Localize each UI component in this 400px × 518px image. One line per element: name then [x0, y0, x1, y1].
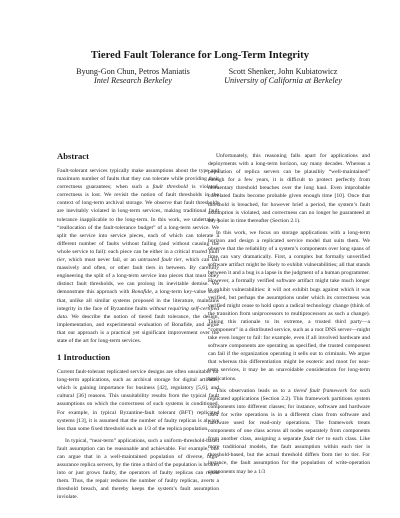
- emphasis-text: Bonafide: [131, 289, 152, 296]
- text-run: is violated, correctness is lost. We revisit the notion of fault thresholds in the context of long-term archival storage. We observe that fault thresholds are inevitably violated in long-term services, making traditional fault tolerance inapplicable to the long-term. In this work, we undertake a “reallocation of the fault-tolerance budget” of a long-term service. We split the service into service pieces, each of which can tolerate a different number of faults without failing (and without causing the whole service to fail): each piece can be either in a critical: [57, 184, 219, 255]
- body-paragraph: [208, 387, 370, 476]
- text-run: , which can fail massively and often, or other fault tiers in between. By carefully engineering the split of a long-term service into pieces that must obey distinct fault thresholds, we can prolong its inevitable demise. We demonstrate this approach with: [57, 257, 220, 296]
- right-column: [208, 152, 370, 480]
- emphasis-text: tiered fault framework: [293, 387, 348, 394]
- body-paragraph: [208, 152, 370, 225]
- text-run: Current fault-tolerant replicated service designs are often unsuitable for long-term applications, such as archival storage for digital artifacts, which is gaining importance for business [42], regulatory [5,6], and cultural [36] reasons. This unsuitability results from the typical fault assumptions on which the correctness of such systems is conditioned. For example, in typical Byzantine-fault tolerant (BFT) replicated systems [13], it is assumed that the number of faulty replicas is always less than some fixed threshold such as 1/3 of the replica population.: [57, 369, 219, 432]
- intro-paragraph: [57, 368, 219, 433]
- abstract-paragraph: [57, 167, 219, 345]
- author-institution: Intel Research Berkeley: [94, 76, 172, 86]
- text-run: , a long-term key-value store that, unlike all similar systems proposed in the literature, maintains integrity in the face of Byzantine faults: [57, 289, 219, 312]
- emphasis-text: fault threshold: [152, 184, 188, 191]
- left-column: [57, 152, 219, 506]
- emphasis-text: fault tier: [303, 436, 324, 443]
- author-names: Byung-Gon Chun, Petros Maniatis: [76, 67, 190, 76]
- text-run: . We describe the notion of tiered fault tolerance, the design, implementation, and experimental evaluation of Bonafide, and argue that our approach is a practical yet significant improvement over the state of the art for long-term services.: [57, 313, 219, 344]
- text-run: Fault-tolerant services typically make assumptions about the type and maximum number of faults that they can tolerate while providing their correctness guarantees; when such a: [57, 168, 219, 191]
- text-run: Unfortunately, this reasoning falls apart for applications and deployments with a long-term horizon, say many decades. Whereas a population of replica servers can be plausibly “well-maintained” enough for a few years, it is difficult to protect perfectly from momentary threshold breaches over the long haul. Even improbable correlated faults become probable given enough time [10]. Once that threshold is breached, for however brief a period, the system’s fault assumption is violated, and correctness can no longer be guaranteed at any point in time thereafter (Section 2.1).: [208, 153, 370, 224]
- text-run: , which must never fail, or an: [64, 257, 139, 264]
- body-paragraph: [208, 229, 370, 383]
- emphasis-text: without requiring self-certified data: [57, 305, 219, 320]
- author-institution: University of California at Berkeley: [224, 76, 342, 86]
- text-run: to each class. Like more traditional models, the fault assumption within each tier is threshold-based, but the actual threshold differs from tier to tier. For instance, the fault assumption for the population of write-operation components may be a 1/3: [208, 436, 370, 475]
- text-run: In this work, we focus on storage applications with a long-term horizon and design a replicated service model that suits them. We observe that the reliability of a system’s components over long spans of time can vary dramatically. First, a complex but formally unverified software artifact might be likely to exhibit vulnerabilities; all that stands between it and a bug is a lapse in the judgment of a human programmer. However, a formally verified software artifact might take much longer to exhibit vulnerabilities: it will not exhibit bugs against which it was verified, but perhaps the assumptions under which its correctness was verified might cease to hold upon a radical technology change (think of the transition from uniprocessors to multiprocessors as such a change). Taking this rationale to its extreme, a trusted third party—a “component” in a distributed service, such as a root DNS server—might take even longer to fail: for example, even if all involved hardware and software components are operating as specified, the trusted component can fail if the organization operating it sells out to criminals. We argue that whereas this differentiation might be esoteric and moot for near-term services, it may be an unavoidable consideration for long-term applications.: [208, 229, 370, 382]
- text-run: In typical, “near-term” applications, such a uniform-threshold-based fault assumption can be reasonable and achievable. For example, one can argue that in a well-maintained population of diverse, high-assurance replica servers, by the time a third of the population is broken into or just grows faulty, the operators of faulty replicas can repair them. Thus, the repair reduces the number of faulty replicas, averts a threshold breach, and thereby keeps the system’s fault assumption inviolate.: [57, 437, 219, 501]
- author-group-berkeley: [198, 67, 368, 85]
- author-group-intel: [48, 67, 218, 85]
- text-run: for such replicated applications (Section 2.2). This framework partitions system components into different classes; for instance, software and hardware used for write operations is in a different class from software and hardware used for read-only operations. The framework treats components of one class across all nodes separately from components from another class, assigning a separate: [208, 387, 371, 443]
- emphasis-text: untrusted fault tier: [138, 257, 182, 264]
- introduction-heading: 1 Introduction: [57, 352, 111, 363]
- text-run: This observation leads us to a: [216, 387, 294, 394]
- abstract-heading: Abstract: [57, 151, 89, 161]
- emphasis-text: trusted fault tier: [57, 248, 219, 264]
- author-names: Scott Shenker, John Kubiatowicz: [228, 67, 338, 76]
- paper-title: Tiered Fault Tolerance for Long-Term Integrity: [90, 50, 310, 61]
- intro-paragraph: [57, 437, 219, 502]
